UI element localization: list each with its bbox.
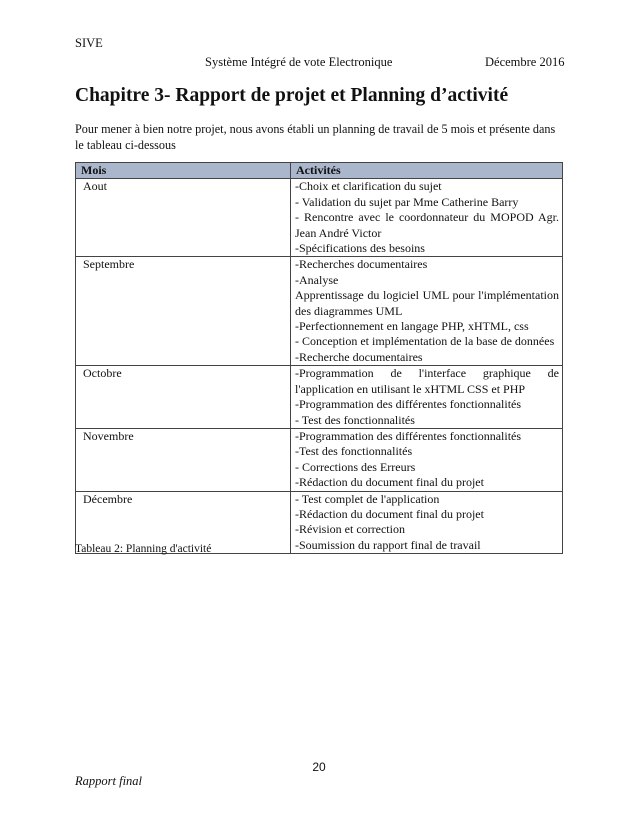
activity-item: - Validation du sujet par Mme Catherine Barry — [295, 194, 519, 209]
table-row — [76, 428, 563, 491]
activity-item: -Analyse — [295, 272, 339, 287]
activities-cell — [291, 257, 563, 366]
month-cell: Décembre — [76, 491, 291, 554]
activity-item: -Recherches documentaires — [295, 257, 428, 272]
footer-label: Rapport final — [75, 774, 143, 788]
activity-item: -Révision et correction — [295, 522, 405, 537]
planning-table — [75, 162, 563, 554]
planning-table-body — [76, 179, 563, 554]
activity-item: -Choix et clarification du sujet — [295, 179, 442, 194]
activity-item: - Test des fonctionnalités — [295, 412, 415, 427]
activity-item: -Spécifications des besoins — [295, 241, 425, 256]
header-system-name: Système Intégré de vote Electronique — [205, 55, 393, 69]
activity-item: -Recherche documentaires — [295, 349, 423, 364]
column-header-month: Mois — [76, 163, 291, 179]
month-cell: Novembre — [76, 428, 291, 491]
page-number: 20 — [312, 760, 326, 774]
chapter-title: Chapitre 3- Rapport de projet et Planning d’activité — [75, 85, 509, 106]
activity-item: -Programmation de l'interface graphique de l'application en utilisant le xHTML CSS et PHP — [295, 366, 559, 396]
table-row — [76, 179, 563, 257]
table-header-row — [76, 163, 563, 179]
activity-item: -Rédaction du document final du projet — [295, 475, 484, 490]
activity-item: -Programmation des différentes fonctionnalités — [295, 428, 522, 443]
activity-item: -Perfectionnement en langage PHP, xHTML, css — [295, 319, 529, 334]
table-row — [76, 366, 563, 429]
activity-item: -Rédaction du document final du projet — [295, 506, 484, 521]
activities-cell — [291, 428, 563, 491]
activity-item: -Test des fonctionnalités — [295, 444, 413, 459]
month-cell: Aout — [76, 179, 291, 257]
column-header-activities: Activités — [291, 163, 563, 179]
activity-item: -Programmation des différentes fonctionnalités — [295, 397, 522, 412]
table-caption: Tableau 2: Planning d'activité — [75, 543, 212, 555]
activities-cell — [291, 366, 563, 429]
activity-item: -Soumission du rapport final de travail — [295, 537, 481, 552]
month-cell: Octobre — [76, 366, 291, 429]
month-cell: Septembre — [76, 257, 291, 366]
header-brand: SIVE — [75, 36, 103, 50]
table-row — [76, 257, 563, 366]
activity-item: - Test complet de l'application — [295, 491, 440, 506]
activity-item: Apprentissage du logiciel UML pour l'implémentation des diagrammes UML — [295, 288, 559, 318]
activity-item: - Corrections des Erreurs — [295, 459, 416, 474]
header-date: Décembre 2016 — [485, 55, 565, 69]
activity-item: - Conception et implémentation de la base de données — [295, 334, 555, 349]
activities-cell — [291, 179, 563, 257]
activity-item: - Rencontre avec le coordonnateur du MOPOD Agr. Jean André Victor — [295, 210, 559, 240]
activities-cell — [291, 491, 563, 554]
intro-paragraph: Pour mener à bien notre projet, nous avons établi un planning de travail de 5 mois et présente dans le tableau ci-dessous — [75, 122, 556, 152]
